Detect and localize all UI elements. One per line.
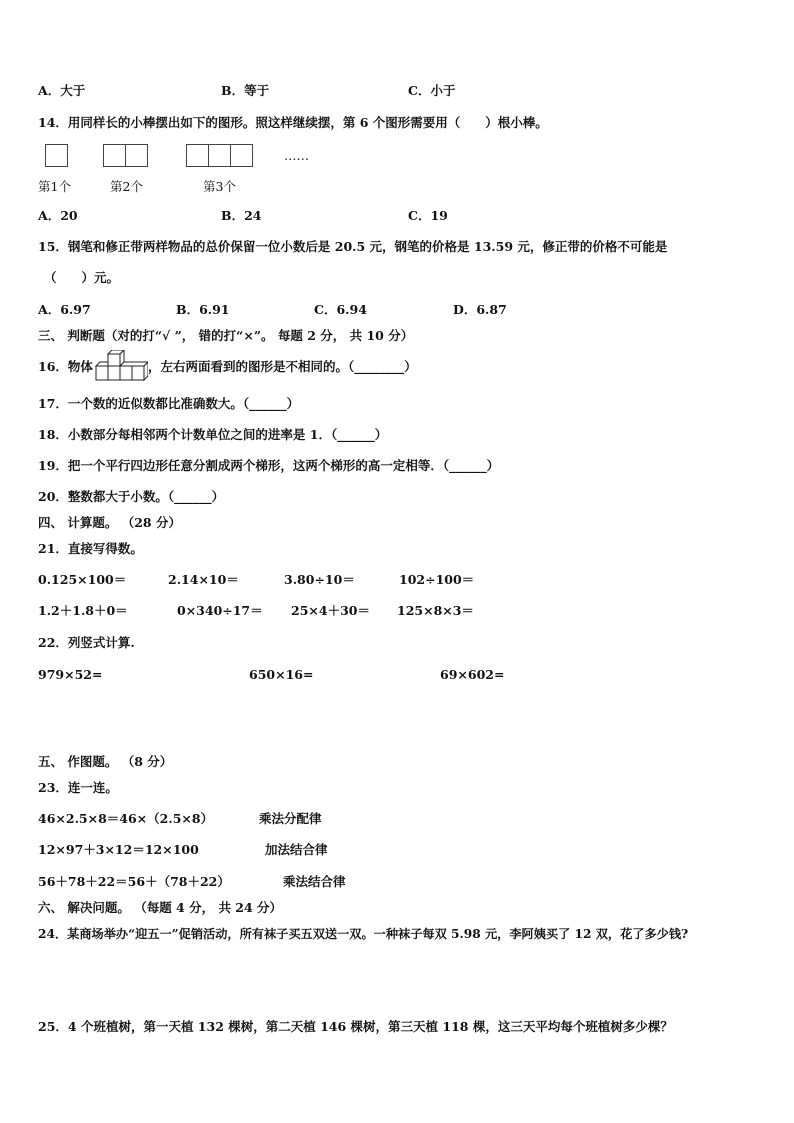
q16-pre: 16．物体 xyxy=(38,359,93,374)
cube-figure xyxy=(92,350,148,384)
match-left: 56＋78＋22＝56＋（78＋22） xyxy=(38,874,230,889)
section-6-heading: 六、 解决问题。 （每题 4 分， 共 24 分） xyxy=(38,900,283,915)
q15-option-d: D．6.87 xyxy=(453,302,507,317)
square xyxy=(186,144,209,167)
match-left: 12×97＋3×12＝12×100 xyxy=(38,842,199,857)
section-3-heading: 三、 判断题（对的打“√ ”， 错的打“×”。 每题 2 分， 共 10 分） xyxy=(38,328,414,343)
match-right: 加法结合律 xyxy=(265,842,328,857)
section-4-heading: 四、 计算题。 （28 分） xyxy=(38,515,181,530)
calc-item: 0.125×100＝ xyxy=(38,572,127,587)
square xyxy=(45,144,68,167)
q15-option-a: A．6.97 xyxy=(38,302,91,317)
vertical-calc-item: 69×602= xyxy=(440,667,505,682)
figure-3-label: 第3个 xyxy=(203,179,236,194)
calc-item: 25×4＋30＝ xyxy=(291,603,370,618)
q16-post: ，左右两面看到的图形是不相同的。（________） xyxy=(148,359,417,374)
calc-item: 125×8×3＝ xyxy=(397,603,474,618)
figure-3 xyxy=(186,144,253,167)
q25: 25．4 个班植树，第一天植 132 棵树，第二天植 146 棵树，第三天植 118 棵，这三天平均每个班植树多少棵？ xyxy=(38,1019,673,1034)
figure-1-label: 第1个 xyxy=(38,179,71,194)
q13-option-b: B．等于 xyxy=(221,83,270,98)
calc-item: 102÷100＝ xyxy=(399,572,475,587)
q14-option-c: C．19 xyxy=(408,208,448,223)
q24: 24．某商场举办“迎五一”促销活动，所有袜子买五双送一双。一种袜子每双 5.98 元，李阿姨买了 12 双，花了多少钱? xyxy=(38,927,689,941)
match-left: 46×2.5×8＝46×（2.5×8） xyxy=(38,811,214,826)
square xyxy=(230,144,253,167)
match-right: 乘法分配律 xyxy=(259,811,322,826)
q14-option-a: A．20 xyxy=(38,208,78,223)
q23-stem: 23．连一连。 xyxy=(38,780,118,795)
continuation-dots: …… xyxy=(284,148,309,163)
figure-2-label: 第2个 xyxy=(110,179,143,194)
q21-stem: 21．直接写得数。 xyxy=(38,541,143,556)
vertical-calc-item: 979×52= xyxy=(38,667,103,682)
q14-stem: 14．用同样长的小棒摆出如下的图形。照这样继续摆，第 6 个图形需要用（ ）根小棒。 xyxy=(38,115,548,130)
figure-1 xyxy=(45,144,68,167)
q14-option-b: B．24 xyxy=(221,208,262,223)
q15-stem-cont: （ ）元。 xyxy=(44,270,120,285)
calc-item: 0×340÷17＝ xyxy=(177,603,263,618)
q19: 19．把一个平行四边形任意分割成两个梯形，这两个梯形的高一定相等．（______） xyxy=(38,458,500,473)
figure-2 xyxy=(103,144,148,167)
square xyxy=(208,144,231,167)
section-5-heading: 五、 作图题。 （8 分） xyxy=(38,754,173,769)
q17: 17．一个数的近似数都比准确数大。（______） xyxy=(38,396,300,411)
q13-option-a: A．大于 xyxy=(38,83,86,98)
vertical-calc-item: 650×16= xyxy=(249,667,314,682)
q13-option-c: C．小于 xyxy=(408,83,456,98)
calc-item: 2.14×10＝ xyxy=(168,572,239,587)
q20: 20．整数都大于小数。（______） xyxy=(38,489,225,504)
match-right: 乘法结合律 xyxy=(283,874,346,889)
q15-stem: 15．钢笔和修正带两样物品的总价保留一位小数后是 20.5 元，钢笔的价格是 13.59 元，修正带的价格不可能是 xyxy=(38,239,668,254)
q18: 18．小数部分每相邻两个计数单位之间的进率是 1．（______） xyxy=(38,427,388,442)
calc-item: 3.80÷10＝ xyxy=(284,572,355,587)
square xyxy=(103,144,126,167)
calc-item: 1.2＋1.8＋0＝ xyxy=(38,603,128,618)
q22-stem: 22．列竖式计算. xyxy=(38,635,135,650)
q15-option-b: B．6.91 xyxy=(176,302,230,317)
q15-option-c: C．6.94 xyxy=(314,302,367,317)
square xyxy=(125,144,148,167)
